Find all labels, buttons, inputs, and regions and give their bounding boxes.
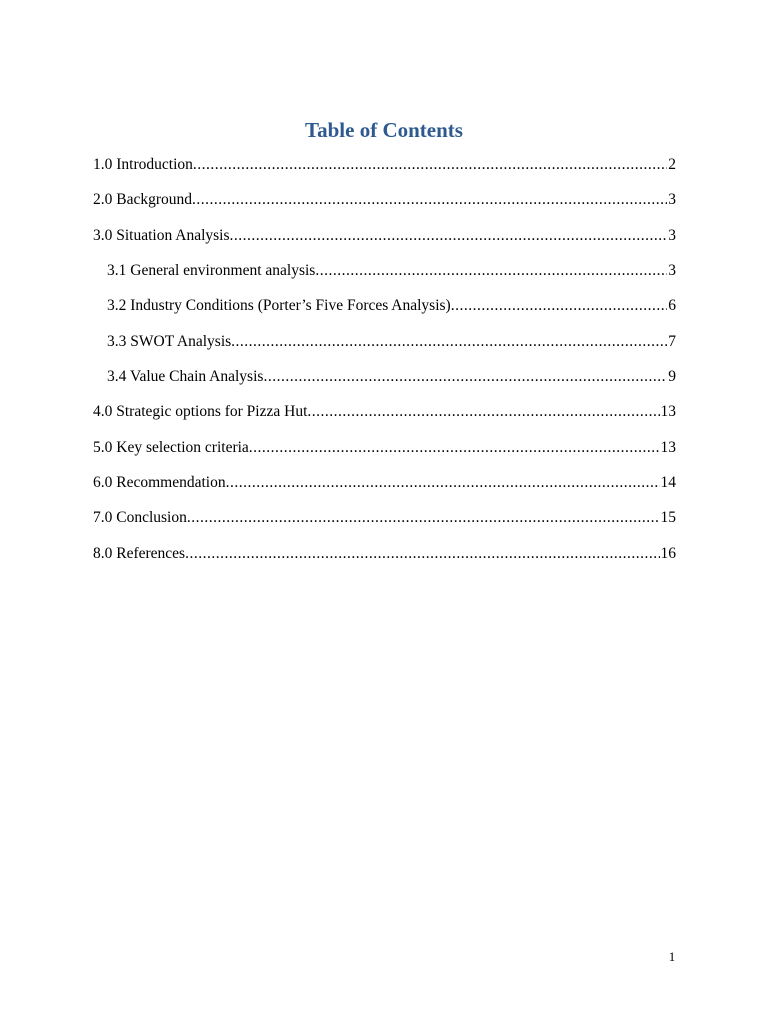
toc-dot-leader bbox=[226, 468, 660, 498]
toc-dot-leader bbox=[230, 221, 668, 251]
toc-subentry[interactable] bbox=[107, 256, 676, 286]
toc-entry-title: 6.0 Recommendation bbox=[93, 474, 226, 491]
toc-subentry[interactable] bbox=[107, 362, 676, 392]
toc-entry-page: 3 bbox=[668, 227, 676, 244]
toc-dot-leader bbox=[192, 185, 667, 215]
toc-entry-title: 3.3 SWOT Analysis bbox=[107, 333, 232, 350]
toc-dot-leader bbox=[263, 362, 667, 392]
toc-entry-title: 8.0 References bbox=[93, 545, 186, 562]
toc-entry-page: 15 bbox=[660, 509, 676, 526]
toc-entry-page: 16 bbox=[660, 545, 676, 562]
page-number: 1 bbox=[668, 949, 676, 964]
toc-entry-page: 7 bbox=[668, 333, 676, 350]
toc-title: Table of Contents bbox=[305, 118, 463, 142]
toc-entry-title: 3.0 Situation Analysis bbox=[93, 227, 230, 244]
toc-dot-leader bbox=[193, 150, 667, 180]
toc-entry-title: 1.0 Introduction bbox=[93, 156, 193, 173]
toc-entry-page: 9 bbox=[668, 368, 676, 385]
toc-entry-page: 6 bbox=[668, 297, 676, 314]
toc-entry[interactable] bbox=[93, 221, 676, 251]
toc-entry-page: 3 bbox=[668, 191, 676, 208]
toc-entry[interactable] bbox=[93, 468, 676, 498]
toc-entry[interactable] bbox=[93, 150, 676, 180]
toc-entry-title: 7.0 Conclusion bbox=[93, 509, 187, 526]
toc-entry-title: 5.0 Key selection criteria bbox=[93, 439, 249, 456]
toc-dot-leader bbox=[249, 433, 660, 463]
toc-entry-title: 3.4 Value Chain Analysis bbox=[107, 368, 264, 385]
toc-entry[interactable] bbox=[93, 433, 676, 463]
toc-subentry[interactable] bbox=[107, 291, 676, 321]
toc-entry[interactable] bbox=[93, 503, 676, 533]
toc-entry-title: 3.2 Industry Conditions (Porter’s Five Forces Analysis) bbox=[107, 297, 451, 314]
toc-entry[interactable] bbox=[93, 185, 676, 215]
toc-entry-page: 14 bbox=[660, 474, 676, 491]
toc-entry-title: 2.0 Background bbox=[93, 191, 193, 208]
toc-entry-title: 4.0 Strategic options for Pizza Hut bbox=[93, 403, 308, 420]
toc-dot-leader bbox=[185, 539, 659, 569]
toc-entry[interactable] bbox=[93, 539, 676, 569]
toc-dot-leader bbox=[187, 503, 660, 533]
toc-dot-leader bbox=[307, 397, 659, 427]
toc-subentry[interactable] bbox=[107, 327, 676, 357]
toc-entry-page: 13 bbox=[660, 439, 676, 456]
toc-entry[interactable] bbox=[93, 397, 676, 427]
toc-entry-title: 3.1 General environment analysis bbox=[107, 262, 316, 279]
toc-dot-leader bbox=[231, 327, 667, 357]
toc-entry-page: 3 bbox=[668, 262, 676, 279]
toc-dot-leader bbox=[451, 291, 668, 321]
toc-dot-leader bbox=[315, 256, 667, 286]
toc-entry-page: 2 bbox=[668, 156, 676, 173]
toc-entry-page: 13 bbox=[660, 403, 676, 420]
